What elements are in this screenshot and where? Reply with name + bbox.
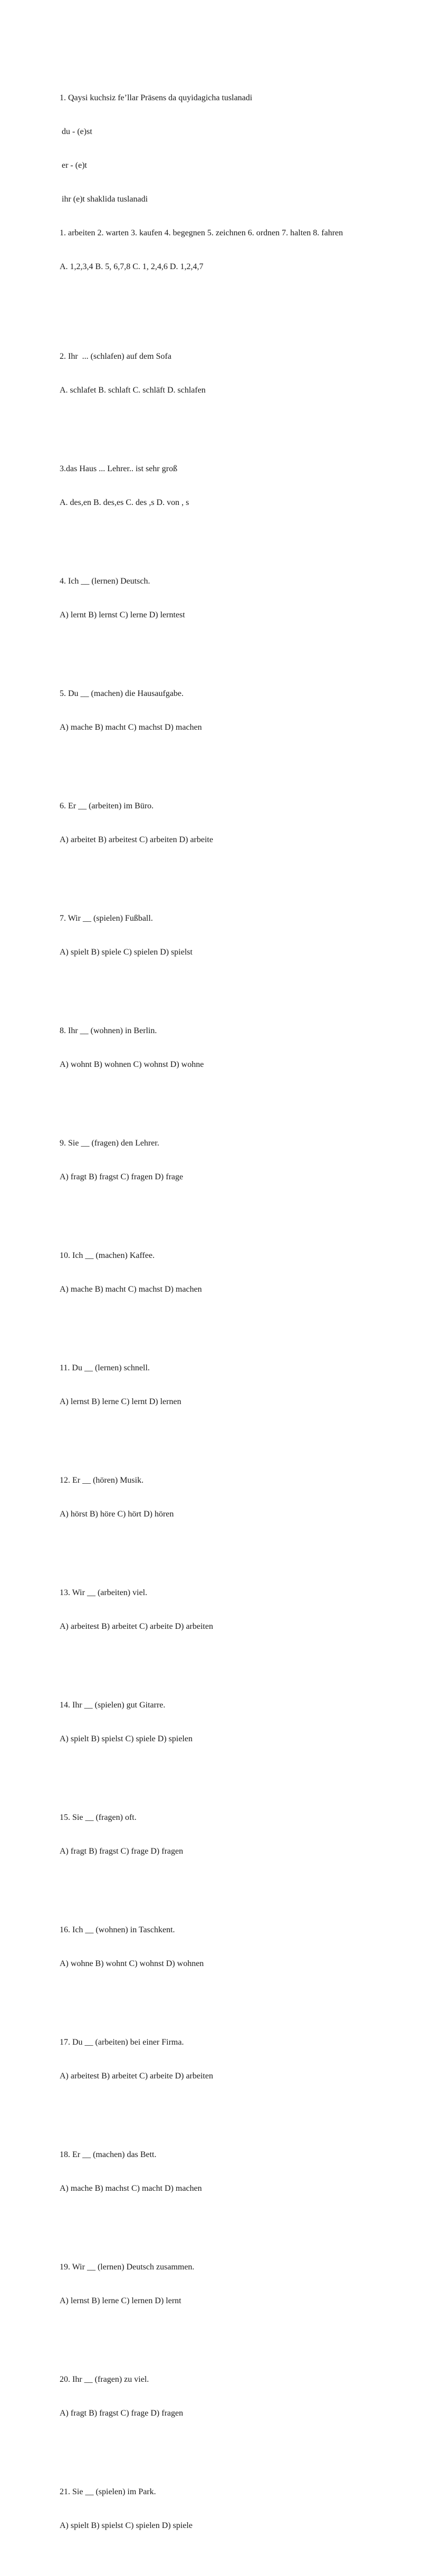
question-options: A. des,en B. des,es C. des ,s D. von , s bbox=[60, 498, 189, 508]
question-prompt: 8. Ihr __ (wohnen) in Berlin. bbox=[60, 1026, 157, 1036]
question-prompt: 6. Er __ (arbeiten) im Büro. bbox=[60, 802, 154, 811]
question-block bbox=[60, 1340, 390, 1429]
question-options: A) spielt B) spielst C) spiele D) spielen bbox=[60, 1734, 193, 1743]
question-prompt: 13. Wir __ (arbeiten) viel. bbox=[60, 1588, 148, 1597]
question-options: A) lernst B) lerne C) lernt D) lernen bbox=[60, 1397, 181, 1406]
question-options: A) fragt B) fragst C) fragen D) frage bbox=[60, 1172, 184, 1181]
question-prompt: 16. Ich __ (wohnen) in Taschkent. bbox=[60, 1925, 175, 1934]
question-prompt: 7. Wir __ (spielen) Fußball. bbox=[60, 914, 153, 923]
question-block bbox=[60, 329, 390, 418]
conjugation-line-ihr: ihr (e)t shaklida tuslanadi bbox=[60, 195, 148, 204]
question-block bbox=[60, 778, 390, 868]
question-block bbox=[60, 1227, 390, 1317]
question-prompt: 21. Sie __ (spielen) im Park. bbox=[60, 2487, 156, 2496]
intro-heading: 1. Qaysi kuchsiz fe’llar Präsens da quyidagicha tuslanadi bbox=[60, 93, 253, 103]
question-prompt: 4. Ich __ (lernen) Deutsch. bbox=[60, 577, 150, 586]
conjugation-line-er: er - (e)t bbox=[60, 161, 87, 170]
question-prompt: 10. Ich __ (machen) Kaffee. bbox=[60, 1251, 155, 1261]
intro-options: A. 1,2,3,4 B. 5, 6,7,8 C. 1, 2,4,6 D. 1,2,4,7 bbox=[60, 262, 204, 271]
question-options: A) spielt B) spiele C) spielen D) spielst bbox=[60, 948, 193, 957]
question-prompt: 14. Ihr __ (spielen) gut Gitarre. bbox=[60, 1700, 166, 1710]
question-prompt: 9. Sie __ (fragen) den Lehrer. bbox=[60, 1139, 159, 1148]
question-options: A) fragt B) fragst C) frage D) fragen bbox=[60, 2408, 184, 2418]
question-prompt: 20. Ihr __ (fragen) zu viel. bbox=[60, 2374, 149, 2384]
question-block bbox=[60, 1902, 390, 1991]
question-options: A) mache B) machst C) macht D) machen bbox=[60, 2183, 202, 2193]
question-options: A) mache B) macht C) machst D) machen bbox=[60, 1284, 202, 1294]
question-block bbox=[60, 1789, 390, 1879]
verb-list: 1. arbeiten 2. warten 3. kaufen 4. begegnen 5. zeichnen 6. ordnen 7. halten 8. fahren bbox=[60, 228, 343, 238]
question-block bbox=[60, 2239, 390, 2329]
question-prompt: 3.das Haus ... Lehrer.. ist sehr groß bbox=[60, 464, 178, 474]
question-options: A) mache B) macht C) machst D) machen bbox=[60, 723, 202, 732]
question-options: A) wohnt B) wohnen C) wohnst D) wohne bbox=[60, 1060, 204, 1070]
question-block bbox=[60, 2126, 390, 2216]
question-block bbox=[60, 2464, 390, 2553]
question-block bbox=[60, 554, 390, 643]
question-options: A) fragt B) fragst C) frage D) fragen bbox=[60, 1846, 184, 1856]
question-options: A. schlafet B. schlaft C. schläft D. schlafen bbox=[60, 386, 206, 395]
question-block bbox=[60, 441, 390, 531]
question-options: A) lernt B) lernst C) lerne D) lerntest bbox=[60, 610, 185, 620]
question-block bbox=[60, 666, 390, 756]
question-block bbox=[60, 2014, 390, 2104]
question-block bbox=[60, 1564, 390, 1654]
question-block bbox=[60, 1677, 390, 1767]
question-prompt: 19. Wir __ (lernen) Deutsch zusammen. bbox=[60, 2262, 195, 2272]
question-options: A) lernst B) lerne C) lernen D) lernt bbox=[60, 2296, 181, 2305]
conjugation-line-du: du - (e)st bbox=[60, 127, 92, 137]
question-options: A) arbeitest B) arbeitet C) arbeite D) arbeiten bbox=[60, 1621, 213, 1631]
intro-block bbox=[60, 70, 390, 295]
question-prompt: 15. Sie __ (fragen) oft. bbox=[60, 1812, 137, 1822]
question-options: A) arbeitet B) arbeitest C) arbeiten D) arbeite bbox=[60, 835, 213, 845]
question-block bbox=[60, 1003, 390, 1093]
question-options: A) spielt B) spielst C) spielen D) spiele bbox=[60, 2521, 193, 2530]
question-block bbox=[60, 1452, 390, 1542]
question-prompt: 5. Du __ (machen) die Hausaufgabe. bbox=[60, 689, 184, 699]
question-prompt: 11. Du __ (lernen) schnell. bbox=[60, 1363, 150, 1373]
question-prompt: 18. Er __ (machen) das Bett. bbox=[60, 2150, 157, 2159]
question-prompt: 12. Er __ (hören) Musik. bbox=[60, 1476, 144, 1485]
question-options: A) arbeitest B) arbeitet C) arbeite D) arbeiten bbox=[60, 2071, 213, 2081]
question-prompt: 17. Du __ (arbeiten) bei einer Firma. bbox=[60, 2037, 184, 2047]
question-block bbox=[60, 2351, 390, 2441]
question-block bbox=[60, 891, 390, 980]
question-options: A) wohne B) wohnt C) wohnst D) wohnen bbox=[60, 1959, 204, 1968]
question-prompt: 2. Ihr ... (schlafen) auf dem Sofa bbox=[60, 352, 171, 361]
question-block bbox=[60, 1115, 390, 1205]
question-options: A) hörst B) höre C) hört D) hören bbox=[60, 1509, 174, 1519]
